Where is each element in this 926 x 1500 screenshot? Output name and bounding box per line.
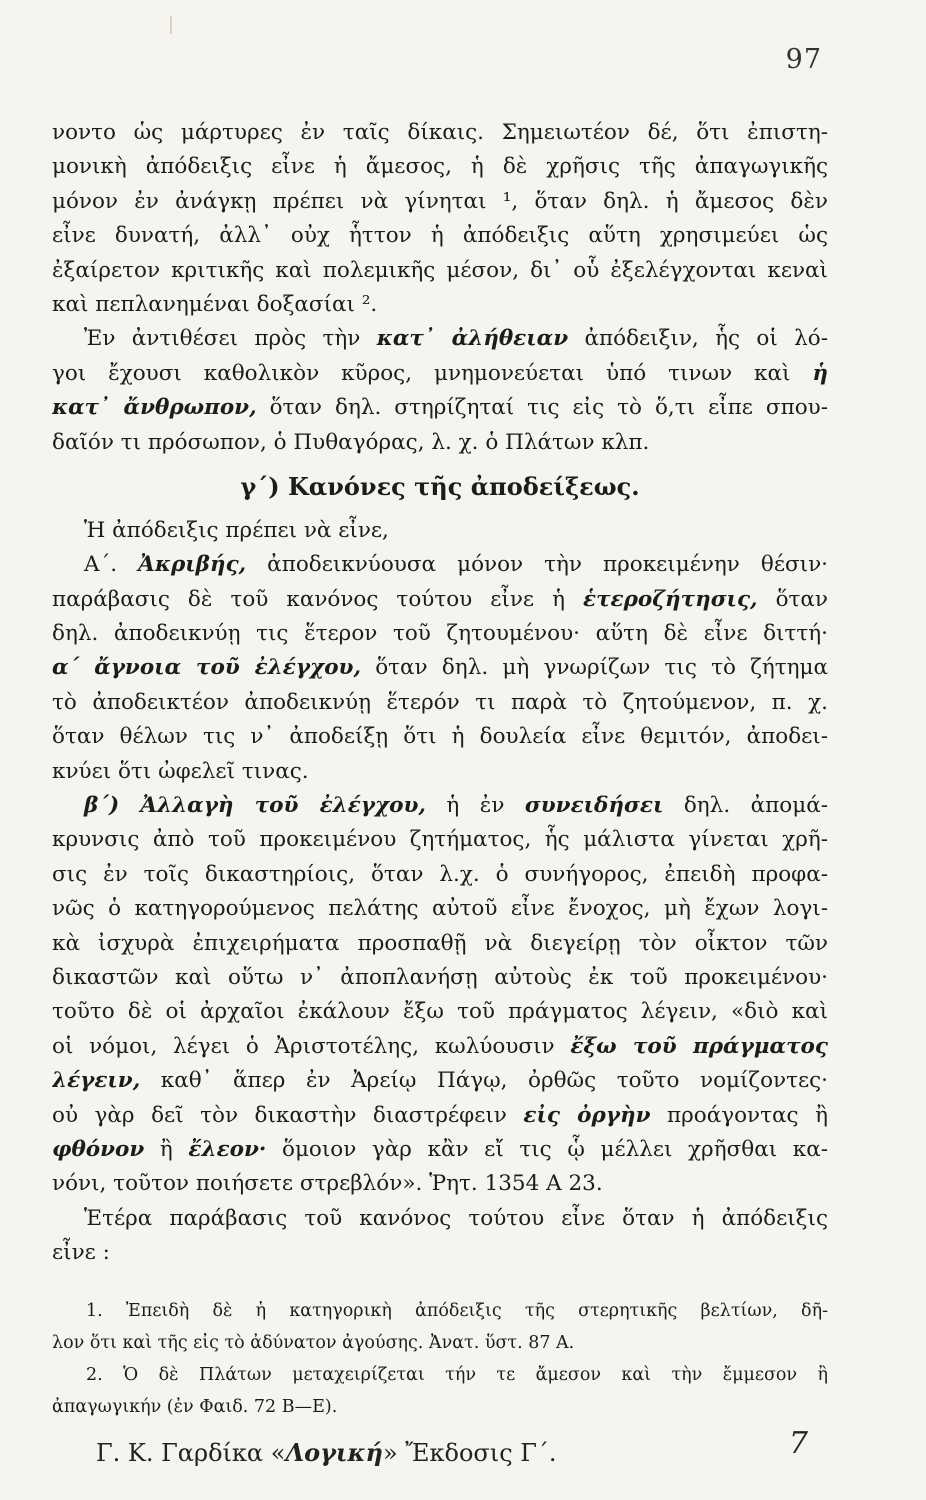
- text-segment: εἶνε :: [52, 1240, 110, 1266]
- emphasis: Ἀκριβής,: [138, 552, 247, 578]
- text-line: [52, 755, 828, 789]
- text-segment: Α΄.: [84, 552, 139, 578]
- text-segment: ἡ ἐν: [425, 793, 525, 819]
- text-line: [52, 995, 828, 1029]
- text-line: [52, 927, 828, 961]
- text-segment: οὐ γὰρ δεῖ τὸν δικαστὴν διαστρέφειν: [52, 1102, 524, 1128]
- text-segment: οἱ νόμοι, λέγει ὁ Ἀριστοτέλης, κωλύουσιν: [52, 1033, 571, 1059]
- text-segment: κὰ ἰσχυρὰ ἐπιχειρήματα προσπαθῇ νὰ διεγείρῃ τὸν οἶκτον τῶν: [52, 930, 828, 956]
- text-segment: κρυνσις ἀπὸ τοῦ προκειμένου ζητήματος, ἧς μάλιστα γίνεται χρῆ-: [52, 827, 828, 853]
- text-segment: δικαστῶν καὶ οὕτω ν᾿ ἀποπλανήσῃ αὐτοὺς ἐκ τοῦ προκειμένου·: [52, 964, 828, 990]
- text-line: [52, 1133, 828, 1167]
- text-segment: προάγοντας ἢ: [650, 1102, 828, 1128]
- text-line: [52, 1064, 828, 1098]
- emphasis: ἑτεροζήτησις,: [583, 586, 758, 612]
- footer-prefix: Γ. Κ. Γαρδίκα «: [96, 1439, 286, 1467]
- text-line: [52, 322, 828, 356]
- text-line: [52, 583, 828, 617]
- text-line: [52, 617, 828, 651]
- text-line: [52, 185, 828, 219]
- text-segment: δηλ. ἀπομά-: [663, 793, 828, 819]
- text-segment: τὸ ἀποδεικτέον ἀποδεικνύῃ ἕτερόν τι παρὰ τὸ ζητούμενον, π. χ.: [52, 689, 828, 715]
- footnote-line: 2. Ὁ δὲ Πλάτων μεταχειρίζεται τήν τε ἄμεσον καὶ τὴν ἔμμεσον ἢ: [86, 1364, 828, 1385]
- text-segment: ὅταν θέλων τις ν᾿ ἀποδείξῃ ὅτι ἡ δουλεία εἶνε θεμιτόν, ἀποδει-: [52, 724, 828, 750]
- text-line: [52, 823, 828, 857]
- text-line: [52, 288, 828, 322]
- text-segment: Ἐν ἀντιθέσει πρὸς τὴν: [84, 326, 377, 352]
- emphasis: κατ᾿ ἀλήθειαν: [376, 326, 569, 352]
- text-segment: γοι ἔχουσι καθολικὸν κῦρος, μνημονεύεται ὑπό τινων καὶ: [52, 360, 813, 386]
- text-line: [52, 1099, 828, 1133]
- text-segment: ἢ: [144, 1136, 189, 1162]
- text-line: [52, 116, 828, 150]
- text-line: [52, 150, 828, 184]
- emphasis: κατ᾿ ἄνθρωπον,: [52, 395, 257, 421]
- text-line: [52, 892, 828, 926]
- text-segment: ἐξαίρετον κριτικῆς καὶ πολεμικῆς μέσον, δι᾿ οὗ ἐξελέγχονται κεναὶ: [52, 257, 828, 283]
- text-segment: καὶ πεπλανημέναι δοξασίαι ².: [52, 291, 378, 317]
- footnotes: [52, 1295, 828, 1423]
- text-line: [52, 426, 828, 460]
- page-number: 97: [785, 44, 822, 75]
- footnote-line: 1. Ἐπειδὴ δὲ ἡ κατηγορικὴ ἀπόδειξις τῆς στερητικῆς βελτίων, δῆ-: [86, 1300, 828, 1321]
- text-segment: ὅταν δηλ. στηρίζηταί τις εἰς τὸ ὅ,τι εἶπε σπου-: [256, 395, 828, 421]
- signature-mark: 7: [788, 1426, 808, 1461]
- text-segment: νόνι, τοῦτον ποιήσετε στρεβλόν». Ῥητ. 1354 Α 23.: [52, 1171, 603, 1197]
- footnote-line: λον ὅτι καὶ τῆς εἰς τὸ ἀδύνατον ἀγούσης. Ἀνατ. ὕστ. 87 Α.: [52, 1332, 575, 1353]
- text-segment: ὅταν δηλ. μὴ γνωρίζων τις τὸ ζήτημα: [360, 655, 828, 681]
- text-line: [52, 1236, 828, 1270]
- text-line: [52, 391, 828, 425]
- text-line: [52, 858, 828, 892]
- emphasis: α΄ ἄγνοια τοῦ ἐλέγχου,: [52, 655, 361, 681]
- text-segment: εἶνε δυνατή, ἀλλ᾿ οὐχ ἧττον ἡ ἀπόδειξις αὕτη χρησιμεύει ὡς: [52, 223, 828, 249]
- text-line: [52, 514, 828, 548]
- text-line: [52, 357, 828, 391]
- text-segment: δαῖόν τι πρόσωπον, ὁ Πυθαγόρας, λ. χ. ὁ Πλάτων κλπ.: [52, 429, 650, 455]
- text-segment: καθ᾿ ἅπερ ἐν Ἀρείῳ Πάγῳ, ὀρθῶς τοῦτο νομίζοντες·: [140, 1068, 828, 1094]
- text-segment: ὅταν: [757, 586, 828, 612]
- section-heading: [52, 460, 828, 514]
- text-segment: νοντο ὡς μάρτυρες ἐν ταῖς δίκαις. Σημειωτέον δέ, ὅτι ἐπιστη-: [52, 120, 828, 145]
- text-segment: παράβασις δὲ τοῦ κανόνος τούτου εἶνε ἡ: [52, 586, 583, 612]
- text-segment: ἀπόδειξιν, ἧς οἱ λό-: [568, 326, 828, 352]
- text-segment: γ΄) Κανόνες τῆς ἀποδείξεως.: [240, 471, 640, 501]
- emphasis: φθόνον: [52, 1136, 145, 1162]
- emphasis: β΄) Ἀλλαγὴ τοῦ ἐλέγχου,: [84, 793, 426, 819]
- text-segment: ἀποδεικνύουσα μόνον τὴν προκειμένην θέσιν·: [246, 552, 828, 578]
- footer-title: Λογική: [285, 1438, 383, 1467]
- text-line: [52, 1030, 828, 1064]
- text-line: [52, 1167, 828, 1201]
- footer-suffix: » Ἔκδοσις Γ΄.: [382, 1439, 557, 1467]
- footer-imprint: [96, 1438, 557, 1467]
- text-segment: δηλ. ἀποδεικνύῃ τις ἕτερον τοῦ ζητουμένου· αὕτη δὲ εἶνε διττή·: [52, 621, 828, 647]
- text-line: [52, 254, 828, 288]
- emphasis: ἔλεον·: [188, 1136, 267, 1162]
- text-line: [52, 789, 828, 823]
- text-segment: μονικὴ ἀπόδειξις εἶνε ἡ ἄμεσος, ἡ δὲ χρῆσις τῆς ἀπαγωγικῆς: [52, 154, 828, 180]
- text-line: [52, 219, 828, 253]
- emphasis: συνειδήσει: [524, 793, 664, 819]
- text-segment: σις ἐν τοῖς δικαστηρίοις, ὅταν λ.χ. ὁ συνήγορος, ἐπειδὴ προφα-: [52, 861, 828, 887]
- text-line: [52, 651, 828, 685]
- footnote-line: ἀπαγωγικήν (ἐν Φαιδ. 72 Β—Ε).: [52, 1396, 338, 1417]
- text-segment: κνύει ὅτι ὠφελεῖ τινας.: [52, 758, 309, 784]
- main-text: [52, 116, 828, 1271]
- text-line: [52, 548, 828, 582]
- text-segment: νῶς ὁ κατηγορούμενος πελάτης αὐτοῦ εἶνε ἔνοχος, μὴ ἔχων λογι-: [52, 896, 828, 922]
- text-line: [52, 720, 828, 754]
- emphasis: ἡ: [812, 360, 828, 386]
- text-segment: τοῦτο δὲ οἱ ἀρχαῖοι ἐκάλουν ἔξω τοῦ πράγματος λέγειν, «διὸ καὶ: [52, 999, 828, 1025]
- emphasis: λέγειν,: [52, 1068, 141, 1094]
- footnote-separator: [52, 1271, 828, 1295]
- emphasis: ἔξω τοῦ πράγματος: [570, 1033, 828, 1059]
- page-body: [52, 116, 828, 1423]
- text-line: [52, 961, 828, 995]
- text-line: [52, 1202, 828, 1236]
- text-segment: Ἑτέρα παράβασις τοῦ κανόνος τούτου εἶνε ὅταν ἡ ἀπόδειξις: [84, 1205, 828, 1231]
- emphasis: εἰς ὀργὴν: [523, 1102, 651, 1128]
- text-segment: Ἡ ἀπόδειξις πρέπει νὰ εἶνε,: [84, 517, 389, 543]
- text-line: [52, 686, 828, 720]
- margin-mark: [170, 16, 172, 34]
- text-segment: μόνον ἐν ἀνάγκῃ πρέπει νὰ γίνηται ¹, ὅταν δηλ. ἡ ἄμεσος δὲν: [52, 188, 828, 214]
- text-segment: ὅμοιον γὰρ κἂν εἴ τις ᾧ μέλλει χρῆσθαι κα-: [266, 1136, 828, 1162]
